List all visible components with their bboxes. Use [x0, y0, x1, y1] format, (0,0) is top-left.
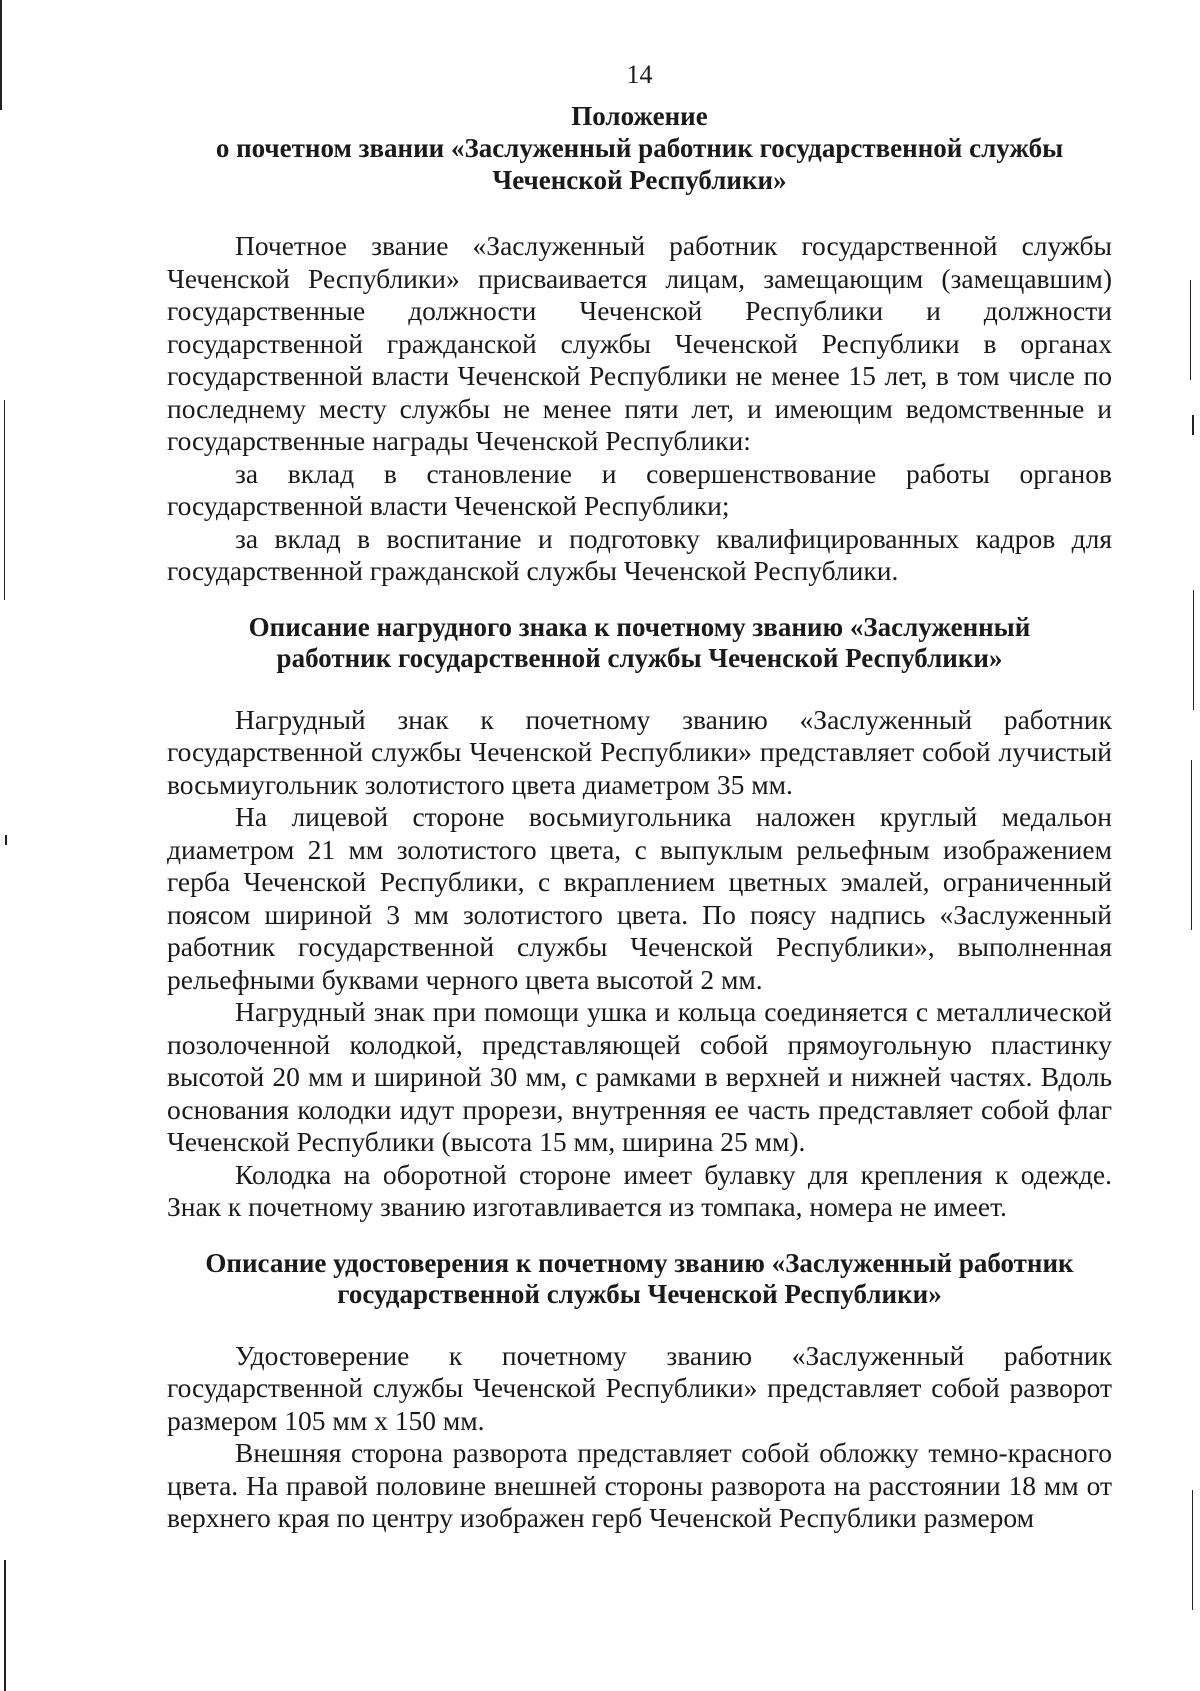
certificate-section: [167, 1340, 1112, 1535]
badge-paragraph: Нагрудный знак при помощи ушка и кольца соединяется с металлической позолоченной колодкой, представляющей собой прямоугольную пластинку высотой 20 мм и шириной 30 мм, с рамками в верхней и нижней частях. Вдоль основания колодки идут прорези, внутренняя ее часть представляет собой флаг Чеченской Республики (высота 15 мм, ширина 25 мм).: [167, 996, 1112, 1157]
scan-edge-mark-right-1: [1190, 280, 1191, 380]
intro-paragraph: за вклад в становление и совершенствование работы органов государственной власти Чеченской Республики;: [167, 457, 1112, 521]
document-title-line-1: Положение: [571, 101, 708, 131]
scan-edge-mark-right-2: [1192, 415, 1194, 435]
certificate-paragraph: Удостоверение к почетному званию «Заслуженный работник государственной службы Чеченской Республики» представляет собой разворот размером 105 мм х 150 мм.: [167, 1339, 1112, 1436]
certificate-paragraph: Внешняя сторона разворота представляет собой обложку темно-красного цвета. На правой половине внешней стороны разворота на расстоянии 18 мм от верхнего края по центру изображен герб Чеченской Республики размером: [167, 1437, 1112, 1533]
page-number: 14: [626, 60, 653, 89]
badge-heading-line-1: Описание нагрудного знака к почетному званию «Заслуженный: [248, 611, 1031, 642]
scan-edge-mark-right-4: [1191, 760, 1192, 930]
badge-paragraph: Колодка на оборотной стороне имеет булавку для крепления к одежде. Знак к почетному званию изготавливается из томпака, номера не имеет.: [167, 1158, 1112, 1222]
scan-edge-mark-left-bottom: [4, 1560, 6, 1691]
certificate-heading-line-1: Описание удостоверения к почетному званию «Заслуженный работник: [205, 1247, 1074, 1278]
badge-paragraph: На лицевой стороне восьмиугольника наложен круглый медальон диаметром 21 мм золотистого цвета, с выпуклым рельефным изображением герба Чеченской Республики, с вкраплением цветных эмалей, ограниченный поясом шириной 3 мм золотистого цвета. По поясу надпись «Заслуженный работник государственной службы Чеченской Республики», выполненная рельефными буквами черного цвета высотой 2 мм.: [167, 801, 1112, 995]
scan-edge-mark-right-5: [1192, 1490, 1193, 1610]
badge-heading-line-2: работник государственной службы Чеченской Республики»: [276, 642, 1003, 673]
scan-edge-mark-right-3: [1193, 590, 1194, 710]
intro-paragraph: Почетное звание «Заслуженный работник государственной службы Чеченской Республики» присваивается лицам, замещающим (замещавшим) государственные должности Чеченской Республики и должности государственной гражданской службы Чеченской Республики в органах государственной власти Чеченской Республики не менее 15 лет, в том числе по последнему месту службы не менее пяти лет, и имеющим ведомственные и государственные награды Чеченской Республики:: [167, 230, 1112, 456]
scan-edge-mark-left-dot: [5, 835, 7, 845]
intro-paragraph: за вклад в воспитание и подготовку квалифицированных кадров для государственной гражданской службы Чеченской Республики.: [167, 522, 1112, 586]
document-page: [167, 60, 1112, 1535]
scan-edge-mark-left-mid: [4, 400, 5, 600]
badge-paragraph: Нагрудный знак к почетному званию «Заслуженный работник государственной службы Чеченской Республики» представляет собой лучистый восьмиугольник золотистого цвета диаметром 35 мм.: [167, 703, 1112, 800]
scan-edge-mark-left-top: [0, 0, 2, 110]
intro-section: [167, 230, 1112, 588]
document-title-line-2: о почетном звании «Заслуженный работник государственной службы: [215, 133, 1064, 163]
badge-section-heading: [167, 612, 1112, 674]
certificate-heading-line-2: государственной службы Чеченской Республики»: [337, 1278, 942, 1309]
badge-section: [167, 704, 1112, 1224]
certificate-section-heading: [167, 1248, 1112, 1310]
document-title: [167, 100, 1112, 196]
document-title-line-3: Чеченской Республики»: [492, 165, 787, 195]
